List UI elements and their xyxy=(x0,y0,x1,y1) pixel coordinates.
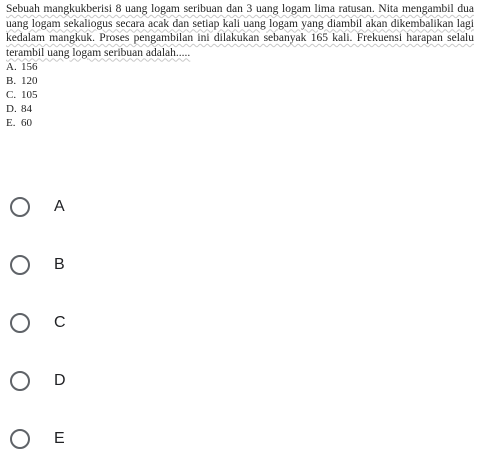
question-option-letter: E. xyxy=(6,117,16,129)
question-text: Sebuah mangkukberisi 8 uang logam seribuan dan 3 uang logam lima ratusan. Nita mengambil dua uang logam sekaliogus secara acak dan setiap kali uang logam yang diambil akan dikembalikan lagi kedalam mangkuk. Proses pengambilan ini dilakukan sebanyak 165 kali. Frekuensi harapan selalu terambil uang logam seribuan adalah..... xyxy=(6,3,474,59)
radio-button-icon[interactable] xyxy=(10,313,30,333)
question-option-value: 60 xyxy=(21,117,32,129)
question-block xyxy=(6,2,474,130)
question-option xyxy=(6,74,474,88)
radio-button-icon[interactable] xyxy=(10,197,30,217)
answer-label-e: E xyxy=(54,430,65,447)
question-option-value: 156 xyxy=(21,61,38,73)
question-option-letter: C. xyxy=(6,89,17,101)
question-option-value: 120 xyxy=(21,75,38,87)
answer-label-c: C xyxy=(54,314,66,331)
question-option-letter: A. xyxy=(6,61,17,73)
question-option-list xyxy=(6,60,474,130)
question-option xyxy=(6,116,474,130)
radio-button-icon[interactable] xyxy=(10,255,30,275)
radio-button-icon[interactable] xyxy=(10,429,30,449)
question-option-value: 105 xyxy=(21,89,38,101)
question-option xyxy=(6,60,474,74)
question-option xyxy=(6,88,474,102)
question-option-value: 84 xyxy=(21,103,32,115)
answer-label-d: D xyxy=(54,372,66,389)
answer-label-b: B xyxy=(54,256,65,273)
answer-option-e[interactable] xyxy=(10,424,65,454)
question-option-letter: B. xyxy=(6,75,17,87)
question-option xyxy=(6,102,474,116)
answer-option-b[interactable] xyxy=(10,250,65,280)
answer-option-d[interactable] xyxy=(10,366,66,396)
answer-label-a: A xyxy=(54,198,65,215)
question-option-letter: D. xyxy=(6,103,17,115)
radio-button-icon[interactable] xyxy=(10,371,30,391)
answer-option-c[interactable] xyxy=(10,308,66,338)
answer-option-a[interactable] xyxy=(10,192,65,222)
